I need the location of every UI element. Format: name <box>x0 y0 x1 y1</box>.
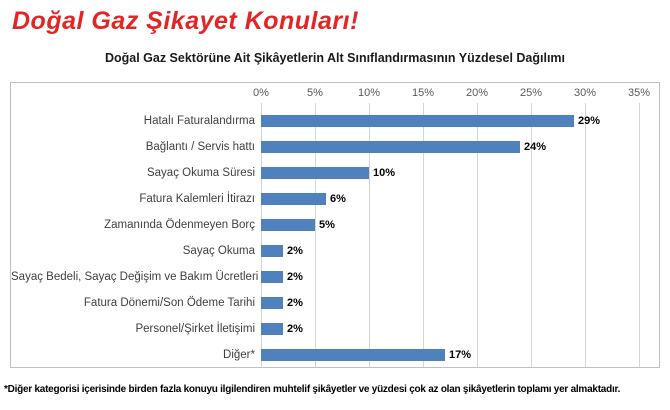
x-tick-label: 30% <box>573 87 597 99</box>
category-label: Personel/Şirket İletişimi <box>135 323 255 335</box>
category-label: Sayaç Okuma <box>182 245 255 257</box>
bar-row <box>11 264 659 290</box>
bar-row <box>11 212 659 238</box>
bar <box>261 141 520 153</box>
chart-title: Doğal Gaz Sektörüne Ait Şikâyetlerin Alt Sınıflandırmasının Yüzdesel Dağılımı <box>104 51 566 65</box>
bar <box>261 349 445 361</box>
x-tick-label: 10% <box>357 87 381 99</box>
bar <box>261 323 283 335</box>
category-label: Zamanında Ödenmeyen Borç <box>104 219 255 231</box>
value-label: 10% <box>373 167 396 179</box>
bar-row <box>11 186 659 212</box>
value-label: 2% <box>287 297 303 309</box>
bar-rows <box>11 108 659 368</box>
value-label: 5% <box>319 219 335 231</box>
category-label: Fatura Kalemleri İtirazı <box>139 193 255 205</box>
bar <box>261 271 283 283</box>
value-label: 2% <box>287 323 303 335</box>
value-label: 24% <box>524 141 547 153</box>
x-tick-label: 25% <box>519 87 543 99</box>
bar <box>261 297 283 309</box>
bar <box>261 193 326 205</box>
bar-row <box>11 238 659 264</box>
bar <box>261 115 574 127</box>
bar-row <box>11 342 659 368</box>
category-label: Fatura Dönemi/Son Ödeme Tarihi <box>83 297 255 309</box>
value-label: 17% <box>449 349 472 361</box>
page-title: Doğal Gaz Şikayet Konuları! <box>12 7 359 35</box>
category-label: Sayaç Bedeli, Sayaç Değişim ve Bakım Ücretleri <box>11 271 259 283</box>
bar-row <box>11 290 659 316</box>
value-label: 29% <box>578 115 601 127</box>
value-label: 2% <box>287 245 303 257</box>
bar-row <box>11 316 659 342</box>
chart-frame <box>10 82 660 368</box>
x-tick-label: 5% <box>307 87 323 99</box>
bar <box>261 245 283 257</box>
category-label: Diğer* <box>223 349 255 361</box>
bar-row <box>11 134 659 160</box>
footnote: *Diğer kategorisi içerisinde birden fazla konuyu ilgilendiren muhtelif şikâyetler ve yüzdesi çok az olan şikâyetlerin toplamı yer almaktadır. <box>4 384 621 395</box>
bar-row <box>11 108 659 134</box>
bar <box>261 167 369 179</box>
x-tick-label: 0% <box>253 87 269 99</box>
bar <box>261 219 315 231</box>
category-label: Sayaç Okuma Süresi <box>146 167 255 179</box>
x-tick-label: 35% <box>627 87 651 99</box>
bar-row <box>11 160 659 186</box>
value-label: 2% <box>287 271 303 283</box>
value-label: 6% <box>330 193 346 205</box>
category-label: Hatalı Faturalandırma <box>143 115 255 127</box>
category-label: Bağlantı / Servis hattı <box>145 141 255 153</box>
x-tick-label: 20% <box>465 87 489 99</box>
x-tick-label: 15% <box>411 87 435 99</box>
